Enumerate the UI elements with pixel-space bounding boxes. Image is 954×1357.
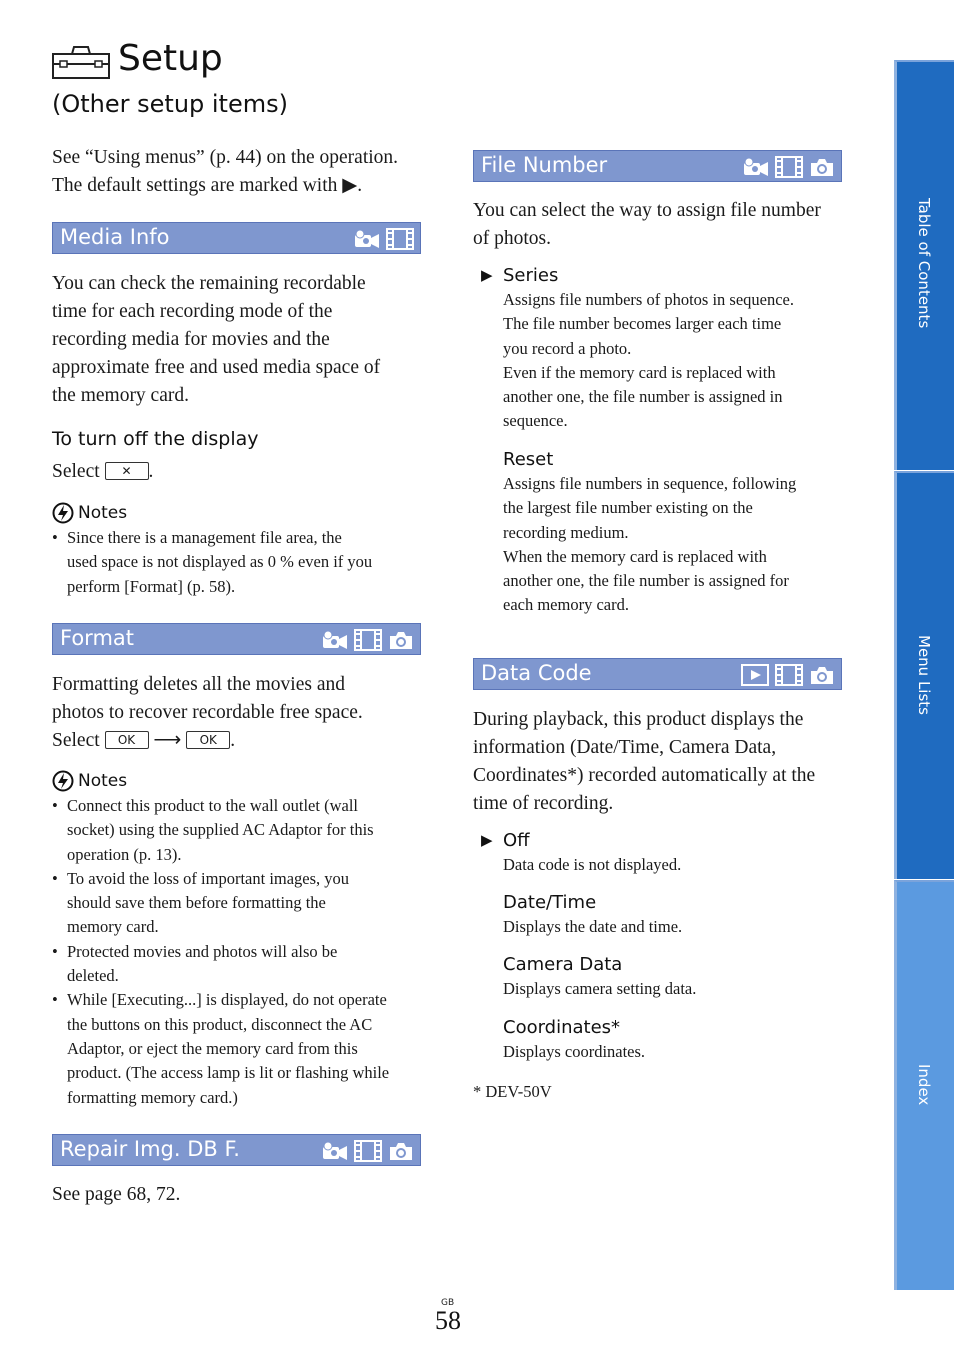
format-body: Formatting deletes all the movies and photos to recover recordable free space. Select OK ⟶ OK . <box>52 671 422 755</box>
photo-camera-icon <box>388 629 414 651</box>
photo-camera-icon <box>809 156 835 178</box>
film-icon <box>386 228 414 250</box>
section-bar-file-number <box>473 150 842 182</box>
data-code-body: During playback, this product displays the information (Date/Time, Camera Data, Coordinates*) recorded automatically at the time of recording. <box>473 709 816 814</box>
option-coordinates: Coordinates* Displays coordinates. <box>503 1017 646 1061</box>
film-icon <box>354 1140 382 1162</box>
notes-icon <box>52 502 74 524</box>
media-info-body: You can check the remaining recordable time for each recording mode of the recording media for movies and the approximate free and used media space of the memory card. <box>52 273 381 406</box>
movie-camera-icon <box>322 1140 348 1162</box>
page-subtitle: (Other setup items) <box>52 90 288 118</box>
movie-camera-icon <box>354 228 380 250</box>
default-marker-icon: ▶ <box>481 831 493 849</box>
movie-camera-icon <box>743 156 769 178</box>
toolbox-icon <box>52 44 110 80</box>
section-bar-media-info <box>52 222 421 254</box>
tab-table-of-contents[interactable]: Table of Contents <box>894 60 954 470</box>
footnote: * DEV-50V <box>473 1082 552 1101</box>
region-code: GB <box>441 1298 455 1308</box>
option-date-time: Date/Time Displays the date and time. <box>503 892 683 936</box>
section-title: File Number <box>481 153 608 177</box>
notes-list <box>52 526 422 599</box>
section-title: Repair Img. DB F. <box>60 1137 240 1161</box>
note-item: • While [Executing...] is displayed, do not operate the buttons on this product, disconnect the AC Adaptor, or eject the memory card from this product. (The access lamp is lit or flashing while formatting memory card.) <box>52 990 390 1107</box>
film-icon <box>354 629 382 651</box>
notes-icon <box>52 770 74 792</box>
option-camera-data: Camera Data Displays camera setting data. <box>503 954 697 998</box>
select-ok-line: Select OK ⟶ OK . <box>52 730 236 751</box>
option-off: ▶ Off Data code is not displayed. <box>481 830 682 874</box>
ok-button[interactable]: OK <box>186 731 230 749</box>
ok-button[interactable]: OK <box>105 731 149 749</box>
option-reset: Reset Assigns file numbers in sequence, following the largest file number existing on the recording medium. When the memory card is replaced with another one, the file number is assigned for each memory card. <box>503 449 797 615</box>
movie-camera-icon <box>322 629 348 651</box>
section-title: Media Info <box>60 225 170 249</box>
film-icon <box>775 156 803 178</box>
arrow-right-icon: ⟶ <box>153 730 182 751</box>
photo-camera-icon <box>809 664 835 686</box>
select-close-line: Select ✕ . <box>52 461 154 482</box>
intro-text: See “Using menus” (p. 44) on the operation. The default settings are marked with ▶. <box>52 147 399 196</box>
playback-icon <box>741 664 769 686</box>
section-title: Format <box>60 626 135 650</box>
note-item: • To avoid the loss of important images, you should save them before formatting the memory card. <box>52 868 350 937</box>
section-bar-data-code <box>473 658 842 690</box>
file-number-body: You can select the way to assign file number of photos. <box>473 200 821 249</box>
default-marker-icon: ▶ <box>481 266 493 284</box>
close-button[interactable]: ✕ <box>105 462 149 480</box>
note-item: • Protected movies and photos will also be deleted. <box>52 941 338 986</box>
option-series: ▶ Series Assigns file numbers of photos in sequence. The file number becomes larger each time you record a photo. Even if the memory card is replaced with another one, the file number is assigned in sequence. <box>481 265 794 431</box>
note-item: • Connect this product to the wall outlet (wall socket) using the supplied AC Adaptor for this operation (p. 13). <box>52 796 374 864</box>
notes-list <box>52 794 427 1110</box>
photo-camera-icon <box>388 1140 414 1162</box>
turn-off-display-heading: To turn off the display <box>52 428 259 450</box>
repair-body: See page 68, 72. <box>52 1184 181 1205</box>
tab-index[interactable]: Index <box>894 880 954 1290</box>
section-title: Data Code <box>481 661 592 685</box>
section-bar-repair <box>52 1134 421 1166</box>
tab-menu-lists[interactable]: Menu Lists <box>894 471 954 879</box>
film-icon <box>775 664 803 686</box>
section-bar-format <box>52 623 421 655</box>
note-item: • Since there is a management file area, the used space is not displayed as 0 % even if you perform [Format] (p. 58). <box>52 528 373 596</box>
page-number: 58 <box>435 1306 461 1335</box>
page-title: Setup <box>118 38 223 79</box>
